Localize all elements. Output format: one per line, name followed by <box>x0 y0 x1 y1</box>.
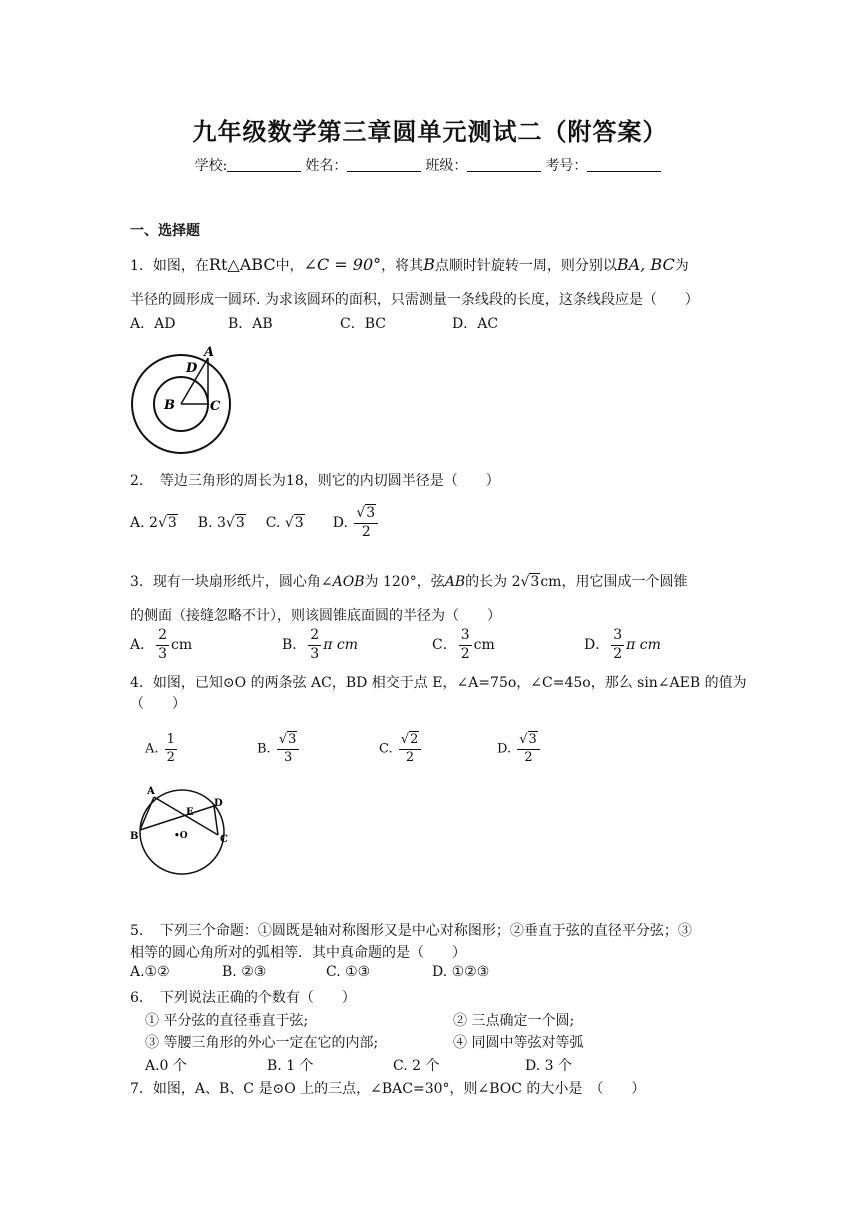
q1-options <box>130 313 498 333</box>
q1-label-c: C <box>210 399 221 414</box>
q3-angle-aob: AOB <box>332 574 365 590</box>
q5-option-d: D. ①②③ <box>432 964 490 980</box>
q5-option-b: B. ②③ <box>222 964 267 980</box>
q4-segment-ab <box>140 797 154 830</box>
q3-chord-ab: AB <box>444 574 466 590</box>
q1-option-b: B．AB <box>228 316 273 332</box>
q4-label-o: •O <box>174 831 188 841</box>
q5-line2: 相等的圆心角所对的弧相等．其中真命题的是（ ） <box>130 945 466 961</box>
q3-line2: 的侧面（接缝忽略不计），则该圆锥底面圆的半径为（ ） <box>130 608 501 624</box>
q1-label-a: A <box>204 345 215 360</box>
q4-options <box>145 727 542 771</box>
q4-label-c: C <box>220 834 228 845</box>
q2-option-b: B. 3√3 <box>197 515 245 531</box>
section-title: 一、选择题 <box>130 223 200 239</box>
q5-options <box>130 964 489 980</box>
q3-option-b: B． $\frac{2}{3}$ π cm <box>282 627 358 662</box>
q6-options <box>145 1055 572 1075</box>
q4-label-d: D <box>214 798 223 809</box>
q3-option-d: D． $\frac{3}{2}$ π cm <box>584 627 661 662</box>
q1-point: B <box>423 255 435 274</box>
q1-line2: 半径的圆形成一圆环. 为求该圆环的面积，只需测量一条线段的长度，这条线段应是（ ） <box>130 292 699 308</box>
q1-option-d: D．AC <box>452 316 499 332</box>
q4-label-a: A <box>147 786 155 797</box>
name-label: 姓名： <box>305 158 348 174</box>
school-blank <box>227 157 301 172</box>
q4-option-c: C. $\frac{√2}{2}$ <box>379 732 497 766</box>
q1-option-a: A．AD <box>130 316 176 332</box>
q2-option-a: A. 2√3 <box>130 515 177 531</box>
exam-no-label: 考号： <box>545 158 588 174</box>
class-label: 班级： <box>425 158 468 174</box>
q6-item-1: ① 平分弦的直径垂直于弦; <box>145 1013 309 1029</box>
q2-option-d: D. $\frac{√3}{2}$ <box>333 505 380 541</box>
q4-option-a: A. $\frac{1}{2}$ <box>145 732 175 765</box>
q1-text-b: 中， <box>275 258 304 274</box>
q5-option-a: A.①② <box>130 964 170 980</box>
q6-item-2: ② 三点确定一个圆; <box>453 1013 575 1029</box>
q6-stem: 6． 下列说法正确的个数有（ ） <box>130 990 356 1006</box>
q4-label-e: E <box>186 807 194 818</box>
q4-line1: 4．如图，已知⊙O 的两条弦 AC，BD 相交于点 E，∠A=75o，∠C=45o，那么 sin∠AEB 的值为 <box>130 675 747 691</box>
q2-stem: 2． 等边三角形的周长为18，则它的内切圆半径是（ ） <box>130 473 500 489</box>
q4-option-b: B. $\frac{√3}{3}$ <box>257 732 379 766</box>
name-blank <box>347 157 421 172</box>
q6-item-3: ③ 等腰三角形的外心一定在它的内部; <box>145 1035 379 1051</box>
q2-options <box>130 500 380 546</box>
q1-triangle: Rt△ABC <box>208 255 276 274</box>
q1-text-e: 为 <box>674 258 689 274</box>
q6-option-d: D. 3 个 <box>525 1058 572 1074</box>
q7-stem: 7．如图，A、B、C 是⊙O 上的三点，∠BAC=30°，则∠BOC 的大小是 （ ） <box>130 1081 646 1097</box>
q5-option-c: C. ①③ <box>326 964 371 980</box>
q6-option-a: A.0 个 <box>145 1058 187 1074</box>
q3-option-a: A． $\frac{2}{3}$ cm <box>130 627 193 662</box>
q4-option-d: D. $\frac{√3}{2}$ <box>497 732 542 766</box>
q3-options <box>130 624 661 666</box>
q6-item-4: ④ 同圆中等弦对等弧 <box>453 1035 584 1051</box>
q1-segments: BA, BC <box>616 255 675 274</box>
q4-label-b: B <box>130 831 139 842</box>
q4-circle-figure <box>126 782 238 878</box>
q3-option-c: C． $\frac{3}{2}$ cm <box>432 627 495 662</box>
student-info-line <box>0 155 860 175</box>
q1-angle: ∠C = 90° <box>303 255 382 274</box>
q1-text-c: ，将其 <box>381 258 424 274</box>
q1-option-c: C．BC <box>340 316 386 332</box>
q5-line1: 5． 下列三个命题：①圆既是轴对称图形又是中心对称图形；②垂直于弦的直径平分弦；③ <box>130 923 692 939</box>
school-label: 学校: <box>194 158 228 174</box>
q1-line1 <box>130 255 689 275</box>
q1-label-b: B <box>164 398 175 413</box>
q1-ring-figure <box>126 344 236 456</box>
q3-line1: 3．现有一块扇形纸片，圆心角∠AOB为 120°，弦AB的长为 2√3cm，用它围成一个圆锥 <box>130 574 688 590</box>
q1-text-d: 点顺时针旋转一周，则分别以 <box>434 258 617 274</box>
q6-option-c: C. 2 个 <box>393 1058 440 1074</box>
q2-option-c: C. √3 <box>265 515 304 531</box>
page-title: 九年级数学第三章圆单元测试二（附答案） <box>192 118 668 146</box>
q1-label-d: D <box>186 361 198 376</box>
class-blank <box>467 157 541 172</box>
q4-line2: （ ） <box>130 696 186 712</box>
q1-text-a: 1．如图，在 <box>130 258 209 274</box>
q6-option-b: B. 1 个 <box>267 1058 314 1074</box>
exam-no-blank <box>587 157 661 172</box>
